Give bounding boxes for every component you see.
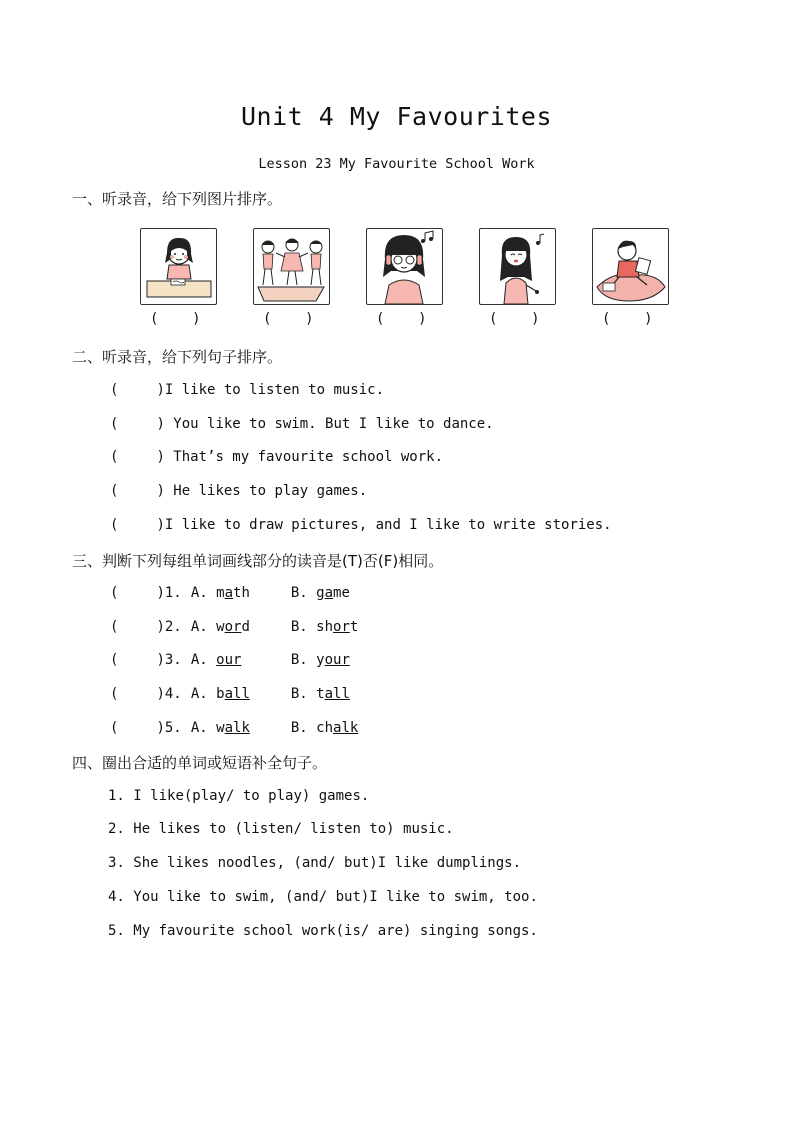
page-title: Unit 4 My Favourites — [240, 102, 553, 131]
fill-sentence-item — [108, 788, 369, 804]
answer-blank-4[interactable]: ( ) — [489, 311, 540, 327]
paren-open: ( — [110, 585, 119, 601]
phonics-item — [110, 585, 350, 601]
paren-close: ) — [156, 585, 165, 601]
fill-sentence-item — [108, 821, 454, 837]
sentence-item — [110, 517, 612, 533]
phonics-item — [110, 619, 358, 635]
section2-heading: 二、听录音，给下列句子排序。 — [72, 348, 283, 366]
sentence-text: I like to draw pictures, and I like to write stories. — [164, 517, 612, 533]
item-number: 4. — [164, 686, 182, 702]
paren-close: ) — [156, 619, 165, 635]
answer-blank-2[interactable]: ( ) — [263, 311, 314, 327]
paren-close: ) — [156, 382, 165, 398]
item-number: 1. — [164, 585, 182, 601]
option-b: B. game — [290, 585, 350, 601]
girl-headphones-icon — [366, 228, 443, 305]
sentence-text[interactable]: I like(play/ to play) games. — [133, 788, 370, 804]
paren-close: ) — [156, 449, 165, 465]
answer-blank-3[interactable]: ( ) — [376, 311, 427, 327]
phonics-item — [110, 652, 350, 668]
paren-open: ( — [110, 483, 119, 499]
paren-open: ( — [110, 449, 119, 465]
sentence-text[interactable]: He likes to (listen/ listen to) music. — [133, 821, 454, 837]
section4-heading: 四、圈出合适的单词或短语补全句子。 — [72, 754, 328, 772]
item-number: 2. — [164, 619, 182, 635]
item-number: 4. — [108, 889, 125, 905]
answer-blank-5[interactable]: ( ) — [602, 311, 653, 327]
fill-sentence-item — [108, 855, 521, 871]
option-b: B. your — [290, 652, 350, 668]
sentence-text: I like to listen to music. — [164, 382, 385, 398]
sentence-text[interactable]: My favourite school work(is/ are) singing songs. — [133, 923, 538, 939]
paren-open: ( — [110, 382, 119, 398]
phonics-item — [110, 686, 350, 702]
item-number: 3. — [164, 652, 182, 668]
fill-sentence-item — [108, 923, 538, 939]
option-a: A. word — [190, 619, 250, 635]
answer-blank-1[interactable]: ( ) — [150, 311, 201, 327]
underlined-part: our — [324, 652, 350, 668]
underlined-part: our — [216, 652, 242, 668]
boy-reading-icon — [592, 228, 669, 305]
option-a: A. walk — [190, 720, 250, 736]
children-dancing-icon — [253, 228, 330, 305]
paren-open: ( — [110, 517, 119, 533]
item-number: 3. — [108, 855, 125, 871]
paren-close: ) — [156, 483, 165, 499]
girl-singing-icon — [479, 228, 556, 305]
underlined-part: a — [224, 585, 234, 601]
paren-open: ( — [110, 652, 119, 668]
underlined-part: alk — [224, 720, 250, 736]
paren-close: ) — [156, 720, 165, 736]
lesson-subtitle: Lesson 23 My Favourite School Work — [258, 156, 535, 172]
paren-open: ( — [110, 416, 119, 432]
paren-open: ( — [110, 619, 119, 635]
option-a: A. ball — [190, 686, 250, 702]
option-a: A. our — [190, 652, 242, 668]
paren-open: ( — [110, 720, 119, 736]
section1-heading: 一、听录音，给下列图片排序。 — [72, 190, 283, 208]
sentence-item — [110, 416, 494, 432]
option-b: B. short — [290, 619, 359, 635]
item-number: 1. — [108, 788, 125, 804]
phonics-item — [110, 720, 358, 736]
paren-close: ) — [156, 416, 165, 432]
item-number: 5. — [164, 720, 182, 736]
item-number: 2. — [108, 821, 125, 837]
section3-heading: 三、判断下列每组单词画线部分的读音是(T)否(F)相同。 — [72, 552, 444, 570]
underlined-part: a — [324, 585, 334, 601]
underlined-part: or — [224, 619, 242, 635]
underlined-part: all — [324, 686, 350, 702]
sentence-text[interactable]: She likes noodles, (and/ but)I like dumplings. — [133, 855, 522, 871]
picture-row — [140, 228, 670, 306]
item-number: 5. — [108, 923, 125, 939]
option-b: B. tall — [290, 686, 350, 702]
option-a: A. math — [190, 585, 250, 601]
sentence-text: He likes to play games. — [164, 483, 368, 499]
paren-open: ( — [110, 686, 119, 702]
sentence-text[interactable]: You like to swim, (and/ but)I like to swim, too. — [133, 889, 538, 905]
paren-close: ) — [156, 686, 165, 702]
sentence-text: That’s my favourite school work. — [164, 449, 444, 465]
paren-close: ) — [156, 517, 165, 533]
underlined-part: all — [224, 686, 250, 702]
option-b: B. chalk — [290, 720, 359, 736]
paren-close: ) — [156, 652, 165, 668]
fill-sentence-item — [108, 889, 538, 905]
underlined-part: alk — [333, 720, 359, 736]
sentence-text: You like to swim. But I like to dance. — [164, 416, 494, 432]
girl-drawing-icon — [140, 228, 217, 305]
sentence-item — [110, 483, 367, 499]
underlined-part: or — [333, 619, 350, 635]
sentence-item — [110, 449, 443, 465]
sentence-item — [110, 382, 384, 398]
